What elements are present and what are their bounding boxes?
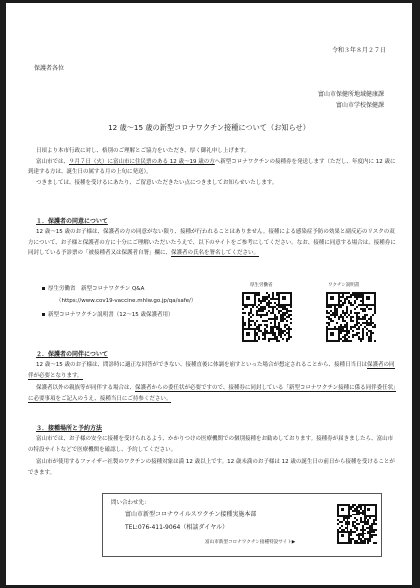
sender-line-2: 富山市学校保健課 — [335, 102, 384, 109]
square-bullet-icon — [42, 313, 45, 316]
section-2-text: 12 歳～15 歳のお子様は、問診時に適正な回答ができない、接種直後に体調を崩すといった場合が想定されることから、接種日当日は — [36, 362, 367, 368]
qr-module — [258, 338, 260, 340]
qr-module — [374, 340, 376, 342]
qr-module — [369, 540, 371, 542]
contact-tel[interactable]: TEL:076-411-9064（相談ダイヤル） — [125, 524, 229, 531]
qr-module — [260, 316, 262, 318]
qr-module — [356, 519, 358, 521]
qr-module — [352, 304, 354, 306]
qr-code-mhlw[interactable] — [242, 292, 292, 342]
qr-module — [252, 314, 254, 316]
qr-module — [262, 310, 264, 312]
qr-module — [264, 338, 266, 340]
qr-module — [354, 308, 356, 310]
qr-module — [360, 340, 362, 342]
qr-module — [288, 338, 290, 340]
section-2-underlined: 保護者の同伴が必要となります。 — [28, 362, 395, 379]
contact-box — [102, 493, 382, 557]
qr-module — [374, 312, 376, 314]
qr-finder-mark — [278, 292, 292, 306]
intro-line-2a: 富山市では、 — [36, 158, 70, 165]
qr-module — [346, 316, 348, 318]
qr-module — [336, 322, 338, 324]
qr-module — [348, 332, 350, 334]
qr-module — [337, 523, 339, 525]
qr-finder-mark — [242, 328, 256, 342]
qr-module — [354, 302, 356, 304]
qr-finder-mark — [337, 504, 350, 517]
qr-module — [352, 320, 354, 322]
qr-finder-mark — [337, 531, 350, 544]
qr-module — [364, 310, 366, 312]
section-1-paragraph — [28, 227, 396, 259]
qr-code-special-site[interactable] — [337, 504, 377, 544]
sender-line-1: 富山市保健所地域健康課 — [317, 91, 384, 98]
qr-module — [354, 531, 356, 533]
bullet-guide — [42, 311, 173, 319]
qr-module — [350, 515, 352, 517]
qr-module — [278, 340, 280, 342]
bullet-qa — [42, 285, 144, 293]
contact-site-label: 富山市新型コロナワクチン接種特設サイト▶ — [205, 540, 296, 545]
qr-module — [348, 523, 350, 525]
square-bullet-icon — [42, 287, 45, 290]
qr-module — [350, 542, 352, 544]
qr-module — [358, 514, 360, 516]
intro-line-1: 日頃より本市行政に対し、格別のご理解とご協力をいただき、厚く御礼申し上げます。 — [36, 148, 250, 154]
qr-module — [358, 328, 360, 330]
document-page — [6, 3, 412, 585]
qr-module — [352, 336, 354, 338]
qr-module — [270, 322, 272, 324]
qr-module — [286, 340, 288, 342]
qr-module — [282, 320, 284, 322]
qr-module — [256, 340, 258, 342]
qr-module — [348, 336, 350, 338]
qr-module — [340, 306, 342, 308]
qr-module — [340, 332, 342, 334]
qr-module — [242, 308, 244, 310]
bullet-guide-label: 新型コロナワクチン説明書（12～15 歳保護者用） — [48, 312, 174, 318]
qr-module — [350, 534, 352, 536]
qr-module — [244, 312, 246, 314]
qr-module — [290, 318, 292, 320]
qr-finder-mark — [362, 292, 376, 306]
qr-module — [375, 529, 377, 531]
qr-module — [270, 302, 272, 304]
qr-module — [276, 318, 278, 320]
section-2-paragraph-1 — [28, 360, 396, 381]
contact-name: 富山市新型コロナウイルスワクチン接種実施本部 — [125, 511, 257, 518]
qr-module — [260, 302, 262, 304]
section-3-heading: ３．接種場所と予約方法 — [36, 425, 103, 432]
qr-module — [370, 340, 372, 342]
qr-module — [367, 542, 369, 544]
bullet-qa-url: （https://www.cov19-vaccine.mhlw.go.jp/qa/safe/） — [56, 298, 197, 304]
section-3-text-1: 富山市では、お子様の安全に接種を受けられるよう、かかりつけの医療機関での個別接種をお勧めしております。接種券が届きましたら、富山市の特設サイトなどで医療機関を確認し、予約してください。 — [28, 436, 394, 453]
section-3-paragraph-2 — [28, 457, 396, 478]
intro-line-2c: へ新型コロナワクチンの接種券を発送します（ただし、年度内に 12 歳に到達する方は、誕生日の属する月の上旬に発送）。 — [28, 158, 396, 175]
qr-module — [250, 324, 252, 326]
qr-module — [352, 330, 354, 332]
section-2-text-2: 保護者以外の親族等が同伴する場合は、 — [36, 385, 136, 391]
qr-finder-mark — [242, 292, 256, 306]
qr-module — [290, 322, 292, 324]
qr-module — [366, 314, 368, 316]
qr-module — [258, 294, 260, 296]
qr-module — [266, 326, 268, 328]
qr-module — [256, 320, 258, 322]
qr-module — [350, 340, 352, 342]
qr-module — [250, 316, 252, 318]
qr-module — [290, 336, 292, 338]
qr-module — [372, 332, 374, 334]
qr-module — [356, 306, 358, 308]
qr-module — [364, 533, 366, 535]
qr-module — [371, 536, 373, 538]
qr-module — [268, 340, 270, 342]
intro-line-2 — [28, 157, 396, 178]
qr-module — [290, 328, 292, 330]
contact-label: 問い合わせ先： — [111, 500, 150, 506]
section-1-heading: １．保護者の同意について — [36, 218, 108, 225]
intro-line-3: つきましては、接種を受けるにあたり、ご留意いただきたい点につきましてお知らせいたします。 — [36, 179, 278, 186]
document-title: 12 歳～15 歳の新型コロナワクチン接種について（お知らせ） — [108, 123, 310, 132]
qr-module — [358, 332, 360, 334]
qr-finder-mark — [364, 504, 377, 517]
qr-module — [328, 324, 330, 326]
qr-module — [373, 531, 375, 533]
qr-module — [356, 298, 358, 300]
qr-module — [264, 308, 266, 310]
qr-module — [286, 320, 288, 322]
qr-module — [341, 521, 343, 523]
qr-module — [358, 312, 360, 314]
qr-1-label: 厚生労働省 — [250, 283, 273, 288]
qr-module — [375, 519, 377, 521]
qr-module — [375, 523, 377, 525]
qr-module — [364, 542, 366, 544]
qr-module — [284, 334, 286, 336]
section-2-paragraph-2 — [28, 383, 396, 404]
qr-module — [374, 326, 376, 328]
qr-module — [350, 296, 352, 298]
qr-module — [290, 310, 292, 312]
qr-module — [260, 324, 262, 326]
qr-module — [252, 306, 254, 308]
qr-module — [290, 306, 292, 308]
qr-module — [344, 302, 346, 304]
qr-module — [372, 314, 374, 316]
intro-paragraph — [28, 146, 396, 188]
qr-module — [364, 529, 366, 531]
qr-module — [338, 318, 340, 320]
section-1-underlined: 保護者の氏名を署名してください。 — [171, 250, 260, 256]
qr-module — [266, 314, 268, 316]
qr-module — [358, 523, 360, 525]
section-3-paragraph-1 — [28, 434, 396, 455]
qr-module — [350, 312, 352, 314]
intro-line-2-underlined: ９月７日（火）に富山市に住民票のある 12 歳～19 歳の方 — [69, 158, 215, 165]
addressee: 保護者各位 — [34, 65, 65, 72]
bullet-qa-label: 厚生労働省 新型コロナワクチン Q&A — [48, 286, 145, 292]
qr-module — [348, 517, 350, 519]
qr-module — [244, 324, 246, 326]
qr-module — [341, 525, 343, 527]
qr-module — [356, 529, 358, 531]
qr-module — [342, 304, 344, 306]
qr-module — [282, 338, 284, 340]
qr-module — [246, 306, 248, 308]
qr-module — [369, 517, 371, 519]
qr-module — [290, 314, 292, 316]
section-2-heading: ２．保護者の同伴について — [36, 351, 108, 358]
qr-finder-mark — [326, 328, 340, 342]
section-3-text-2: 富山市が使用するファイザー社製のワクチンの接種対象は満 12 歳以上です。12 歳未満のお子様は 12 歳の誕生日の前日から接種を受けることができます。 — [28, 459, 395, 476]
qr-module — [266, 320, 268, 322]
qr-2-label: ワクチン説明書 — [328, 283, 360, 288]
qr-module — [352, 316, 354, 318]
qr-module — [370, 308, 372, 310]
qr-code-vaccine-guide[interactable] — [326, 292, 376, 342]
section-2-underlined-2: 保護者からの委任状が必要ですので、接種券に同封している「新型コロナワクチン接種に係る同伴委任状」に必要事項をご記入のうえ、接種当日にご持参ください。 — [28, 385, 396, 402]
qr-module — [332, 320, 334, 322]
qr-module — [375, 542, 377, 544]
section-1-text: 12 歳～15 歳のお子様は、保護者の方の同意がない限り、接種が行われることはありません。接種による感染症予防の効果と副反応のリスクの双方について、お子様と保護者の方に十分にご理解いただいたうえで、以下のサイトをご参考にしてください。なお、接種に同意する場合は、接種券に同封している予診票の「被接種者又は保護者自署」欄に、 — [28, 229, 396, 256]
issue-date: 令和３年８月２７日 — [331, 47, 386, 54]
qr-module — [360, 324, 362, 326]
qr-module — [334, 316, 336, 318]
qr-module — [362, 338, 364, 340]
qr-module — [330, 306, 332, 308]
qr-module — [375, 534, 377, 536]
qr-finder-mark — [326, 292, 340, 306]
